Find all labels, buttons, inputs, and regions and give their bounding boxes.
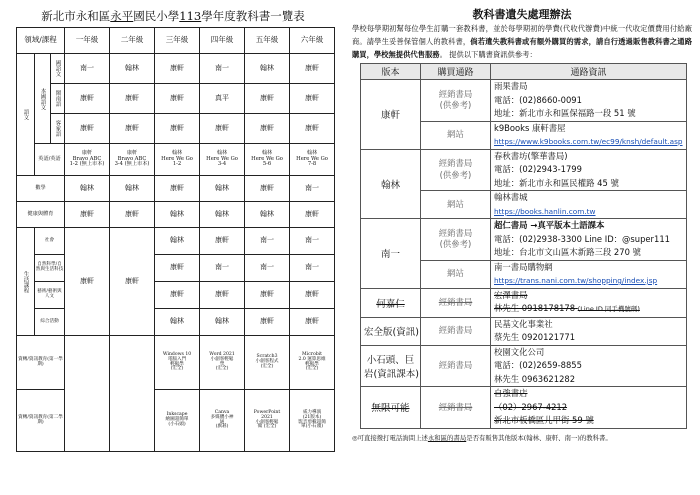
subject-hakka: 客家語 — [51, 114, 65, 144]
subject-info-term-1: 資轉/資訊教育(第一學期) — [17, 336, 65, 390]
header-grade-4: 四年級 — [200, 28, 245, 54]
lost-textbook-panel — [352, 8, 692, 442]
cell: 康軒 — [155, 84, 200, 114]
cell: 康軒 — [245, 309, 290, 336]
cell: Canva 多媒體小神 通 (旗碁) — [200, 390, 245, 452]
cell: 康軒 Bravo ABC 1-2 (無上市本) — [65, 144, 110, 176]
cell: 翰林 Here We Go 7-8 — [290, 144, 335, 176]
table-row-info-1 — [17, 336, 335, 390]
textbook-table — [16, 27, 335, 452]
web-info: 南一書局購物網 https://trans.nani.com.tw/shopping/index.jsp — [491, 260, 687, 288]
bookstore-header-row — [361, 64, 687, 80]
cell: 翰林 — [155, 309, 200, 336]
list-title — [8, 8, 338, 24]
dealer-info: 民基文化事業社 蔡先生 0920121771 — [491, 317, 687, 345]
table-row-science — [17, 255, 335, 282]
group-life: 生活課程 — [17, 228, 35, 336]
channel-dealer: 經銷書局 — [421, 317, 491, 345]
footnote: ◎可直接撥打電話詢問上述永和區的書局是否有販售其他版本(翰林、康軒、南一)的教科書。 — [352, 433, 612, 442]
cell: 翰林 Here We Go 1-2 — [155, 144, 200, 176]
cell-empty — [110, 336, 155, 452]
cell: 康軒 — [65, 202, 110, 228]
channel-dealer: 經銷書局 (供參考) — [421, 80, 491, 122]
bookstore-table — [360, 63, 687, 429]
procedure-intro: 學校每學期初幫每位學生訂購一套教科書，並於每學期初的學費(代收代辦費)中統一代收定價費用付給廠商。請學生妥善保管個人的教科書，倘若遺失教科書或有額外購買的需求，請自行透過販售教科書之通路購買，學校無提供代售服務。 提供以下購書資訊供參考： — [352, 24, 693, 59]
cell: 康軒 — [290, 54, 335, 84]
dealer-info: 春秋書坊(擎華書局) 電話：(02)2943-1799 地址：新北市永和區民權路 45 號 — [491, 149, 687, 191]
cell: 康軒 — [155, 282, 200, 309]
cell: 康軒 — [200, 228, 245, 255]
cell: 南一 — [245, 228, 290, 255]
cell: 翰林 — [200, 202, 245, 228]
cell: Word 2021 小創客輕鬆 學 (宏全) — [200, 336, 245, 390]
cell: 康軒 — [110, 84, 155, 114]
cell: 翰林 — [200, 309, 245, 336]
channel-dealer: 經銷書局 — [421, 288, 491, 317]
header-grade-2: 二年級 — [110, 28, 155, 54]
cell: 康軒 — [290, 282, 335, 309]
cell: PowerPoint 2021 小創客輕鬆 做 (宏全) — [245, 390, 290, 452]
procedure-title: 教科書遺失處理辦法 — [472, 8, 572, 21]
cell: 康軒 — [245, 114, 290, 144]
textbook-list-panel — [8, 8, 338, 452]
cell: 康軒 — [155, 54, 200, 84]
cell: 翰林 — [200, 176, 245, 202]
subject-arts: 藝術/藝術與人文 — [35, 282, 65, 309]
web-info: k9Books 康軒書屋 https://www.k9books.com.tw/ec99/knsh/default.asp — [491, 121, 687, 149]
channel-dealer: 經銷書局 (供參考) — [421, 219, 491, 261]
cell: 南一 — [200, 255, 245, 282]
cell: 康軒 — [110, 114, 155, 144]
table-row-integrated — [17, 309, 335, 336]
group-language: 語文 — [17, 54, 35, 176]
dealer-info: 宏澤書局 林先生 0918178178 (Line ID 同手機號碼) — [491, 288, 687, 317]
cell: 康軒 — [290, 309, 335, 336]
channel-web: 網站 — [421, 191, 491, 219]
cell: 南一 — [290, 176, 335, 202]
table-row-social — [17, 228, 335, 255]
dealer-info: 自強書店 （02）2967-4212 新北市板橋區儿甲街 59 號 — [491, 387, 687, 429]
cell: 翰林 — [65, 176, 110, 202]
kangxuan-link[interactable]: https://www.k9books.com.tw/ec99/knsh/default.asp — [494, 137, 683, 146]
cell-empty — [65, 336, 110, 452]
subject-integrated: 綜合活動 — [35, 309, 65, 336]
cell: 翰林 — [245, 202, 290, 228]
header-grade-3: 三年級 — [155, 28, 200, 54]
subject-info-term-2: 資轉/資訊教育(第二學期) — [17, 390, 65, 452]
publisher-nanyi: 南一 — [361, 219, 421, 289]
table-row — [361, 149, 687, 191]
col-info: 通路資訊 — [491, 64, 687, 80]
cell: 南一 — [245, 255, 290, 282]
dealer-info: 雨果書局 電話：(02)8660-0091 地址：新北市永和區保福路一段 51 號 — [491, 80, 687, 122]
col-version: 版本 — [361, 64, 421, 80]
cell: 康軒 — [65, 84, 110, 114]
cell: Windows 10 電腦入門 輕鬆學 (宏全) — [155, 336, 200, 390]
cell: 康軒 — [200, 114, 245, 144]
cell: 康軒 — [245, 84, 290, 114]
table-row — [361, 219, 687, 261]
cell: 康軒 — [290, 84, 335, 114]
cell: 康軒 — [110, 228, 155, 336]
table-row — [361, 288, 687, 317]
subject-minnan: 閩南語 — [51, 84, 65, 114]
cell: 南一 — [290, 228, 335, 255]
cell: 翰林 — [245, 54, 290, 84]
header-grade-5: 五年級 — [245, 28, 290, 54]
channel-web: 網站 — [421, 260, 491, 288]
table-row-mandarin — [17, 54, 335, 84]
dealer-info: 校園文化公司 電話：(02)2659-8855 林先生 0963621282 — [491, 345, 687, 387]
cell: Microbit 2.0 運算思維 輕鬆學 (宏全) — [290, 336, 335, 390]
table-row-health — [17, 202, 335, 228]
nanyi-link[interactable]: https://trans.nani.com.tw/shopping/index.jsp — [494, 276, 658, 285]
publisher-hanlin: 翰林 — [361, 149, 421, 219]
dealer-info: 超仁書局 →真平版本土語課本 電話：(02)2938-3300 Line ID：@super111 地址：台北市文山區木新路三段 270 號 — [491, 219, 687, 261]
cell: 翰林 Here We Go 3-4 — [200, 144, 245, 176]
publisher-xiaoshitou: 小石頭、巨 岩(資訊課本) — [361, 345, 421, 387]
cell: 翰林 Here We Go 5-6 — [245, 144, 290, 176]
header-grade-6: 六年級 — [290, 28, 335, 54]
publisher-wuxian: 無限可能 — [361, 387, 421, 429]
subject-science: 自然科學/自然與生活科技 — [35, 255, 65, 282]
cell: 康軒 — [65, 114, 110, 144]
header-grade-1: 一年級 — [65, 28, 110, 54]
cell: 康軒 Bravo ABC 3-4 (無上市本) — [110, 144, 155, 176]
title-mid: 國民小學 — [133, 9, 180, 23]
cell: Scratch3 小創客程式 (宏全) — [245, 336, 290, 390]
subject-social: 社會 — [35, 228, 65, 255]
cell: 康軒 — [245, 176, 290, 202]
cell: 真平 — [200, 84, 245, 114]
cell: 南一 — [200, 54, 245, 84]
cell: 康軒 — [155, 255, 200, 282]
web-info: 翰林書城 https://books.hanlin.com.tw — [491, 191, 687, 219]
table-header-row — [17, 28, 335, 54]
publisher-hongquan: 宏全版(資訊) — [361, 317, 421, 345]
cell: 康軒 — [155, 114, 200, 144]
cell: 康軒 — [290, 114, 335, 144]
table-row — [361, 80, 687, 122]
col-channel: 購買通路 — [421, 64, 491, 80]
cell: 南一 — [65, 54, 110, 84]
subject-health: 健康與體育 — [17, 202, 65, 228]
channel-dealer: 經銷書局 (供參考) — [421, 149, 491, 191]
table-row-arts — [17, 282, 335, 309]
title-school: 永平 — [110, 9, 134, 23]
channel-dealer: 經銷書局 — [421, 387, 491, 429]
cell: 翰林 — [155, 228, 200, 255]
table-row — [361, 387, 687, 429]
table-row-hakka — [17, 114, 335, 144]
cell: 南一 — [290, 255, 335, 282]
title-prefix: 新北市永和區 — [41, 9, 111, 23]
cell: 康軒 — [110, 202, 155, 228]
channel-web: 網站 — [421, 121, 491, 149]
hanlin-link[interactable]: https://books.hanlin.com.tw — [494, 206, 596, 216]
title-suffix: 學年度教科書一覽表 — [201, 9, 305, 23]
header-domain: 領域/課程 — [17, 28, 65, 54]
cell: 康軒 — [65, 228, 110, 336]
publisher-kangxuan: 康軒 — [361, 80, 421, 150]
cell: Inkscape 繪圖超簡單 (小石頭) — [155, 390, 200, 452]
publisher-hejiaren: 何嘉仁 — [361, 288, 421, 317]
subject-english: 英語/英語 — [35, 144, 65, 176]
cell: 康軒 — [290, 202, 335, 228]
cell: 翰林 — [155, 202, 200, 228]
table-row-info-2 — [17, 390, 335, 452]
subject-math: 數學 — [17, 176, 65, 202]
table-row-math — [17, 176, 335, 202]
cell: 翰林 — [110, 54, 155, 84]
group-native-language: 本國語文 — [35, 54, 51, 144]
cell: 翰林 — [110, 176, 155, 202]
title-year: 113 — [179, 9, 202, 23]
cell: 康軒 — [155, 176, 200, 202]
cell: 威力導演 (21版本) 影音剪輯超簡 單(小石頭) — [290, 390, 335, 452]
table-row-minnan — [17, 84, 335, 114]
table-row-english — [17, 144, 335, 176]
table-row — [361, 317, 687, 345]
cell: 康軒 — [200, 282, 245, 309]
cell: 康軒 — [245, 282, 290, 309]
table-row — [361, 345, 687, 387]
subject-mandarin: 國語文 — [51, 54, 65, 84]
channel-dealer: 經銷書局 — [421, 345, 491, 387]
